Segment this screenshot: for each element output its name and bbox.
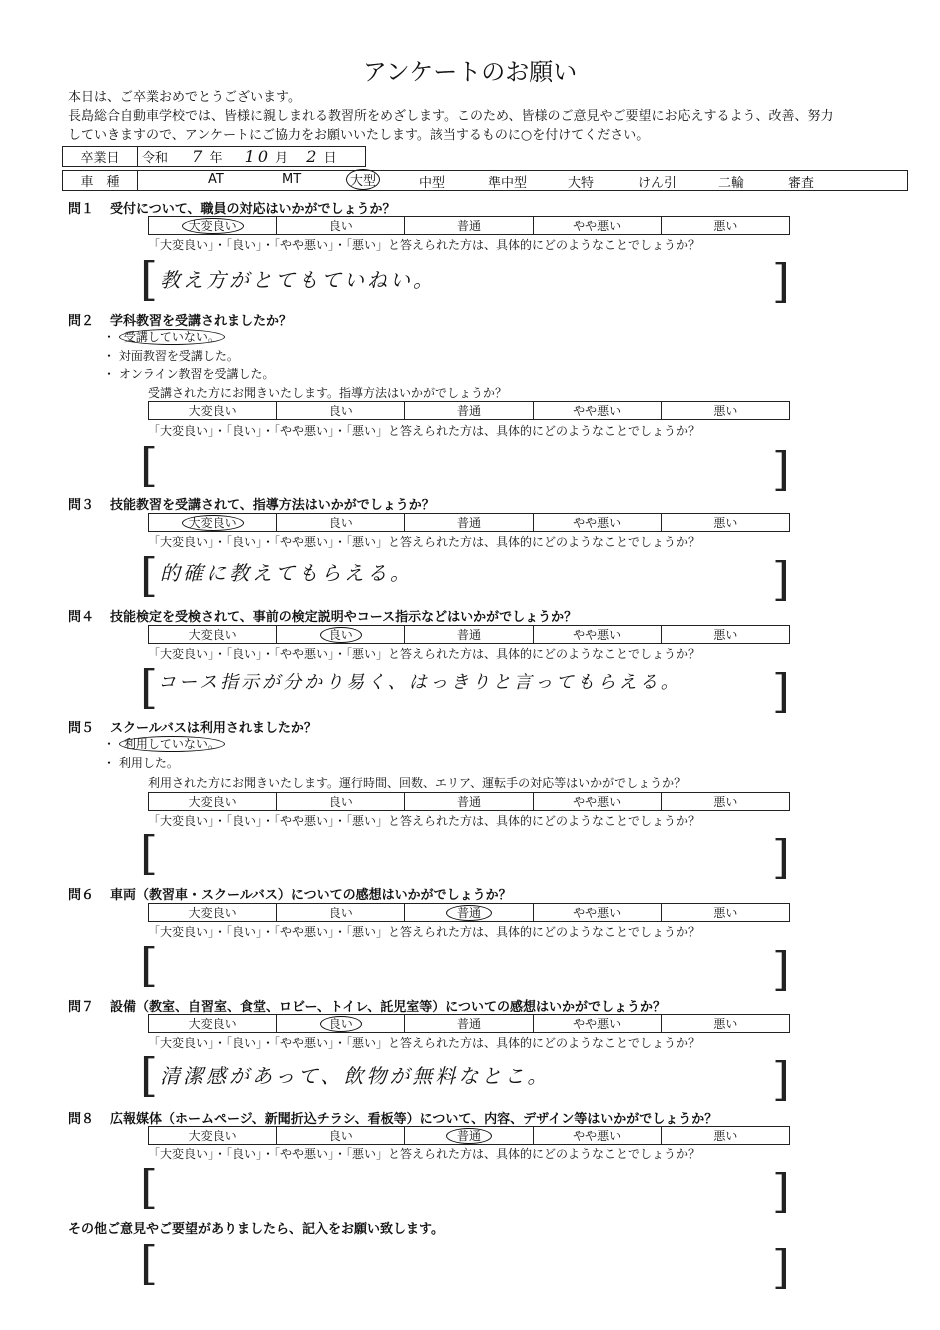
- q1-rating-2[interactable]: 良い: [277, 217, 405, 235]
- intro-line-1: 本日は、ご卒業おめでとうございます。: [68, 90, 301, 105]
- grad-month-unit: 月: [275, 151, 289, 166]
- q5-hint: 「大変良い」・「良い」・「やや悪い」・「悪い」と答えられた方は、具体的にどのようなことでしょうか？: [148, 814, 701, 828]
- q1-rating-1[interactable]: 大変良い: [149, 217, 277, 235]
- q6-rating-1[interactable]: 大変良い: [149, 904, 277, 922]
- grad-month: 10: [244, 147, 271, 166]
- q8-number: 問８: [68, 1112, 95, 1127]
- q6-rating-3[interactable]: 普通: [405, 904, 533, 922]
- q2-rating-row: [148, 401, 790, 420]
- q3-bracket-left: [: [140, 548, 158, 602]
- q6-number: 問６: [68, 888, 95, 903]
- q4-rating-2[interactable]: 良い: [277, 626, 405, 644]
- q8-rating-3[interactable]: 普通: [405, 1127, 533, 1145]
- q3-rating-2[interactable]: 良い: [277, 514, 405, 532]
- q2-option-2[interactable]: ・ 対面教習を受講した。: [103, 349, 239, 363]
- q5-number: 問５: [68, 721, 95, 736]
- grad-year-unit: 年: [209, 151, 223, 166]
- q1-rating-row: [148, 216, 790, 235]
- vehicle-medium[interactable]: 中型: [419, 176, 446, 191]
- vehicle-semi-medium[interactable]: 準中型: [488, 176, 528, 191]
- q5-bracket-left: [: [140, 826, 158, 880]
- q2-option-1[interactable]: ・ 受講していない。: [103, 328, 225, 345]
- vehicle-at[interactable]: AT: [208, 172, 224, 187]
- q4-answer[interactable]: コース指示が分かり易く、はっきりと言ってもらえる。: [158, 672, 682, 693]
- q1-answer[interactable]: 教え方がとてもていねい。: [160, 268, 436, 292]
- vehicle-exam[interactable]: 審査: [788, 176, 815, 191]
- intro-line-2: 長島総合自動車学校では、皆様に親しまれる教習所をめざします。このため、皆様のご意見やご要望にお応えするよう、改善、努力: [68, 109, 834, 124]
- q2-bracket-right: ]: [772, 442, 790, 496]
- q2-bracket-left: [: [140, 438, 158, 492]
- q1-number: 問１: [68, 202, 95, 217]
- q1-rating-4[interactable]: やや悪い: [533, 217, 661, 235]
- q2-text: 学科教習を受講されましたか？: [110, 314, 293, 329]
- q8-rating-row: [148, 1126, 790, 1145]
- q3-hint: 「大変良い」・「良い」・「やや悪い」・「悪い」と答えられた方は、具体的にどのようなことでしょうか？: [148, 535, 701, 549]
- q8-hint: 「大変良い」・「良い」・「やや悪い」・「悪い」と答えられた方は、具体的にどのようなことでしょうか？: [148, 1147, 701, 1161]
- q4-rating-3[interactable]: 普通: [405, 626, 533, 644]
- q5-rating-1[interactable]: 大変良い: [149, 793, 277, 811]
- q3-text: 技能教習を受講されて、指導方法はいかがでしょうか？: [110, 498, 435, 513]
- q3-rating-5[interactable]: 悪い: [661, 514, 789, 532]
- page-title: アンケートのお願い: [362, 58, 578, 86]
- grad-era: 令和: [142, 151, 169, 166]
- q1-rating-3[interactable]: 普通: [405, 217, 533, 235]
- grad-day: 2: [306, 147, 320, 166]
- q3-answer[interactable]: 的確に教えてもらえる。: [160, 561, 413, 585]
- q3-rating-1[interactable]: 大変良い: [149, 514, 277, 532]
- vehicle-mt[interactable]: MT: [282, 172, 302, 187]
- q4-bracket-right: ]: [772, 664, 790, 718]
- grad-date[interactable]: [138, 147, 366, 167]
- q2-rating-5[interactable]: 悪い: [661, 402, 789, 420]
- q7-text: 設備（教室、自習室、食堂、ロビー、トイレ、託児室等）についての感想はいかがでしょうか？: [110, 1000, 667, 1015]
- q4-rating-5[interactable]: 悪い: [661, 626, 789, 644]
- other-bracket-left: [: [140, 1236, 158, 1290]
- q7-rating-3[interactable]: 普通: [405, 1015, 533, 1033]
- other-comments-label: その他ご意見やご要望がありましたら、記入をお願い致します。: [68, 1222, 444, 1237]
- q6-rating-row: [148, 903, 790, 922]
- q8-rating-2[interactable]: 良い: [277, 1127, 405, 1145]
- q1-rating-5[interactable]: 悪い: [661, 217, 789, 235]
- q8-rating-5[interactable]: 悪い: [661, 1127, 789, 1145]
- q5-text: スクールバスは利用されましたか？: [110, 721, 317, 736]
- q6-hint: 「大変良い」・「良い」・「やや悪い」・「悪い」と答えられた方は、具体的にどのようなことでしょうか？: [148, 925, 701, 939]
- q6-rating-4[interactable]: やや悪い: [533, 904, 661, 922]
- q4-bracket-left: [: [140, 660, 158, 714]
- q2-number: 問２: [68, 314, 95, 329]
- q6-rating-5[interactable]: 悪い: [661, 904, 789, 922]
- q5-rating-2[interactable]: 良い: [277, 793, 405, 811]
- q8-text: 広報媒体（ホームページ、新聞折込チラシ、看板等）について、内容、デザイン等はいかがでしょうか？: [110, 1112, 718, 1127]
- q2-rating-4[interactable]: やや悪い: [533, 402, 661, 420]
- q2-rating-3[interactable]: 普通: [405, 402, 533, 420]
- q3-rating-row: [148, 513, 790, 532]
- grad-day-unit: 日: [323, 151, 337, 166]
- q7-bracket-right: ]: [772, 1052, 790, 1106]
- q8-rating-4[interactable]: やや悪い: [533, 1127, 661, 1145]
- q8-bracket-left: [: [140, 1160, 158, 1214]
- q4-rating-4[interactable]: やや悪い: [533, 626, 661, 644]
- q4-text: 技能検定を受検されて、事前の検定説明やコース指示などはいかがでしょうか？: [110, 610, 578, 625]
- q6-text: 車両（教習車・スクールバス）についての感想はいかがでしょうか？: [110, 888, 512, 903]
- q2-option-3[interactable]: ・ オンライン教習を受講した。: [103, 367, 275, 381]
- q3-rating-3[interactable]: 普通: [405, 514, 533, 532]
- q1-bracket-right: ]: [772, 254, 790, 308]
- grad-label: 卒業日: [63, 147, 138, 167]
- q2-rating-1[interactable]: 大変良い: [149, 402, 277, 420]
- q7-rating-5[interactable]: 悪い: [661, 1015, 789, 1033]
- grad-year: 7: [192, 147, 206, 166]
- q1-bracket-left: [: [140, 252, 158, 306]
- q5-bracket-right: ]: [772, 830, 790, 884]
- vehicle-large-special[interactable]: 大特: [568, 176, 595, 191]
- q5-rating-4[interactable]: やや悪い: [533, 793, 661, 811]
- q5-rating-3[interactable]: 普通: [405, 793, 533, 811]
- q7-rating-2[interactable]: 良い: [277, 1015, 405, 1033]
- q4-rating-row: [148, 625, 790, 644]
- q5-sub: 利用された方にお聞きいたします。運行時間、回数、エリア、運転手の対応等はいかがでしょうか？: [148, 776, 687, 790]
- q6-rating-2[interactable]: 良い: [277, 904, 405, 922]
- q3-number: 問３: [68, 498, 95, 513]
- q4-rating-1[interactable]: 大変良い: [149, 626, 277, 644]
- q5-rating-5[interactable]: 悪い: [661, 793, 789, 811]
- q7-answer[interactable]: 清潔感があって、飲物が無料なとこ。: [160, 1064, 551, 1088]
- q3-rating-4[interactable]: やや悪い: [533, 514, 661, 532]
- q5-option-2[interactable]: ・ 利用した。: [103, 756, 179, 770]
- q6-bracket-right: ]: [772, 942, 790, 996]
- other-bracket-right: ]: [772, 1240, 790, 1294]
- q1-text: 受付について、職員の対応はいかがでしょうか？: [110, 202, 396, 217]
- q5-rating-row: [148, 792, 790, 811]
- q7-rating-1[interactable]: 大変良い: [149, 1015, 277, 1033]
- q7-bracket-left: [: [140, 1048, 158, 1102]
- vehicle-motorcycle[interactable]: 二輪: [718, 176, 745, 191]
- vehicle-label: 車 種: [63, 171, 138, 191]
- q3-bracket-right: ]: [772, 552, 790, 606]
- q1-hint: 「大変良い」・「良い」・「やや悪い」・「悪い」と答えられた方は、具体的にどのようなことでしょうか？: [148, 238, 701, 252]
- q7-rating-4[interactable]: やや悪い: [533, 1015, 661, 1033]
- q4-number: 問４: [68, 610, 95, 625]
- q2-hint: 「大変良い」・「良い」・「やや悪い」・「悪い」と答えられた方は、具体的にどのようなことでしょうか？: [148, 424, 701, 438]
- q7-rating-row: [148, 1014, 790, 1033]
- q5-option-1[interactable]: ・ 利用していない。: [103, 735, 225, 752]
- q8-bracket-right: ]: [772, 1164, 790, 1218]
- q6-bracket-left: [: [140, 938, 158, 992]
- intro-line-3: していきますので、アンケートにご協力をお願いいたします。該当するものに○を付けてください。: [68, 128, 650, 143]
- q4-hint: 「大変良い」・「良い」・「やや悪い」・「悪い」と答えられた方は、具体的にどのようなことでしょうか？: [148, 647, 701, 661]
- q8-rating-1[interactable]: 大変良い: [149, 1127, 277, 1145]
- vehicle-large-selected[interactable]: 大型: [346, 169, 380, 190]
- q7-number: 問７: [68, 1000, 95, 1015]
- q7-hint: 「大変良い」・「良い」・「やや悪い」・「悪い」と答えられた方は、具体的にどのようなことでしょうか？: [148, 1036, 701, 1050]
- q2-sub: 受講された方にお聞きいたします。指導方法はいかがでしょうか？: [148, 386, 508, 400]
- graduation-date-table: [62, 146, 366, 167]
- vehicle-towing[interactable]: けん引: [638, 176, 678, 191]
- q2-rating-2[interactable]: 良い: [277, 402, 405, 420]
- vehicle-type-table: [62, 170, 908, 191]
